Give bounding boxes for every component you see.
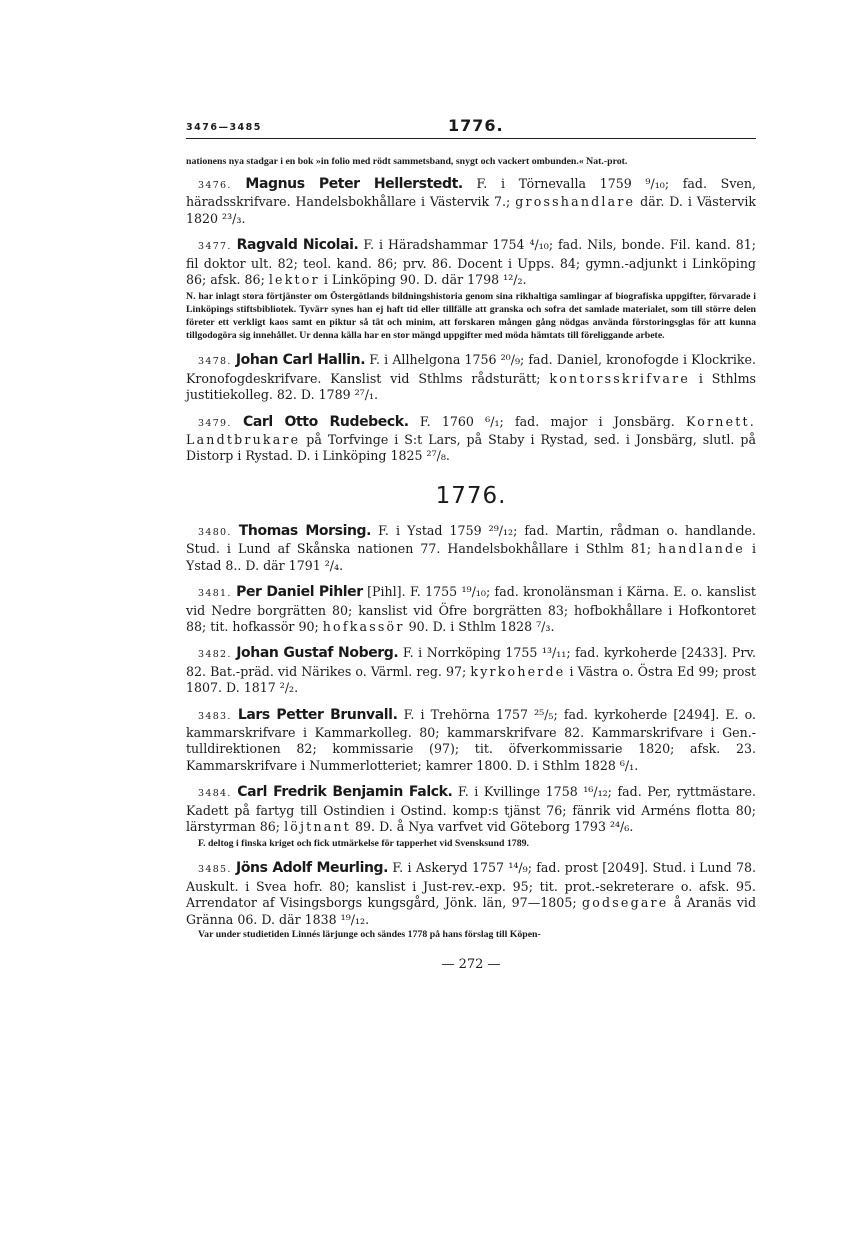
entry-3477 bbox=[186, 237, 756, 288]
note-3485: Var under studietiden Linnés lärjunge och sändes 1778 på hans förslag till Köpen- bbox=[198, 929, 541, 940]
entry-occupation: lektor bbox=[268, 272, 320, 288]
entry-text-end: 90. D. i Sthlm 1828 ⁷/₃. bbox=[404, 618, 555, 634]
entry-name: Per Daniel Pihler bbox=[236, 584, 363, 601]
entry-3478 bbox=[186, 352, 756, 403]
entry-3479 bbox=[186, 414, 756, 465]
entry-text-end: i Västra o. Östra Ed 99; prost 1807. D. 1817 ²/₂. bbox=[186, 663, 756, 696]
entry-3484 bbox=[186, 784, 756, 835]
entry-occupation: kyrkoherde bbox=[470, 663, 566, 679]
entry-name: Johan Carl Hallin. bbox=[235, 352, 366, 369]
entry-number: 3480. bbox=[198, 526, 232, 538]
entry-text: [Pihl]. F. 1755 ¹⁹/₁₀; fad. kronolänsman i Kärna. E. o. kanslist vid Nedre borgrätten 80; kanslist vid Öfre borgrätten 83; hofbokhållare i Hofkontoret 88; tit. hofkassör 90; bbox=[186, 584, 756, 634]
running-header bbox=[186, 116, 756, 139]
entry-text: F. i Kvillinge 1758 ¹⁶/₁₂; fad. Per, ryttmästare. Kadett på fartyg till Ostindien i Ostind. komp:s tjänst 76; fänrik vid Arméns flotta 80; lärstyrman 86; bbox=[186, 784, 756, 834]
entry-3476 bbox=[186, 176, 756, 227]
entry-number: 3478. bbox=[198, 356, 232, 368]
entry-text-end: på Torfvinge i S:t Lars, på Staby i Rystad, sed. i Jonsbärg, slutl. på Distorp i Rystad. D. i Linköping 1825 ²⁷/₈. bbox=[186, 432, 756, 464]
entry-text: F. i Häradshammar 1754 ⁴/₁₀; fad. Nils, bonde. Fil. kand. 81; fil doktor ult. 82; teol. kand. 86; prv. 86. Docent i Upps. 84; gymn.-adjunkt i Linköping 86; afsk. 86; bbox=[186, 237, 756, 288]
entry-3485 bbox=[186, 860, 756, 928]
page-body bbox=[186, 155, 756, 972]
entry-text: F. i Trehörna 1757 ²⁵/₅; fad. kyrkoherde [2494]. E. o. kammarskrifvare i Kammarkolleg. 80; kammarskrifvare 82. Kammarskrifvare i Gen.-tulldirektionen 82; kommissarie (97); tit. öfverkommissarie 1820; afsk. 23. Kammarskrifvare i Nummerlotteriet; kamrer 1800. D. i Sthlm 1828 ⁶/₁. bbox=[186, 706, 756, 773]
entry-name: Johan Gustaf Noberg. bbox=[236, 645, 399, 662]
entry-name: Carl Otto Rudebeck. bbox=[242, 413, 409, 430]
note-3484: F. deltog i finska kriget och fick utmärkelse för tapperhet vid Svensksund 1789. bbox=[198, 838, 529, 850]
entry-name: Magnus Peter Hellerstedt. bbox=[245, 176, 463, 192]
entry-name: Ragvald Nicolai. bbox=[236, 237, 359, 254]
entry-text-end: där. D. i Västervik 1820 ²³/₃. bbox=[186, 194, 756, 226]
entry-text-end: å Aranäs vid Gränna 06. D. där 1838 ¹⁹/₁₂. bbox=[186, 895, 756, 927]
entry-text: F. i Askeryd 1757 ¹⁴/₉; fad. prost [2049]. Stud. i Lund 78. Auskult. i Svea hofr. 80; kanslist i Just-rev.-exp. 95; tit. prot.-sekreterare o. afsk. 95. Arrendator af Visingsborgs kungsgård, Jönk. län, 97—1805; bbox=[186, 860, 756, 911]
entry-number: 3483. bbox=[198, 710, 232, 722]
entry-text: F. i Ystad 1759 ²⁹/₁₂; fad. Martin, rådman o. handlande. Stud. i Lund af Skånska nationen 77. Handelsbokhållare i Sthlm 81; bbox=[186, 522, 756, 557]
entry-occupation: godsegare bbox=[581, 895, 669, 911]
entry-text-end: i Sthlms justitiekolleg. 82. D. 1789 ²⁷/₁. bbox=[186, 370, 756, 403]
entry-3480 bbox=[186, 523, 756, 574]
entry-name: Lars Petter Brunvall. bbox=[237, 706, 398, 723]
entry-text-end: i Linköping 90. D. där 1798 ¹²/₂. bbox=[319, 272, 527, 288]
entry-text: F. i Allhelgona 1756 ²⁰/₉; fad. Daniel, kronofogde i Klockrike. Kronofogdeskrifvare. Kanslist vid Sthlms rådsturätt; bbox=[186, 352, 756, 386]
entry-occupation: löjtnant bbox=[284, 818, 352, 834]
entry-range: 3476—3485 bbox=[186, 122, 262, 133]
entry-occupation: handlande bbox=[658, 541, 745, 557]
entry-occupation: hofkassör bbox=[322, 618, 405, 634]
entry-number: 3484. bbox=[198, 788, 232, 800]
note-3477: N. har inlagt stora förtjänster om Östergötlands bildningshistoria genom sina rikhaltiga samlingar af biografiska uppgifter, förvarade i Linköpings stiftsbibliotek. Tyvärr synes han ej haft tid eller tillfälle att granska och sofra det samlade materialet, som till större delen företer ett verkligt kaos samt en piktur så tät och minim, att forskaren mången gång nödgas använda förstoringsglas för att kunna tillgodogöra sig innehållet. Ur denna källa har en stor mängd uppgifter med möda hämtats till föreliggande arbete. bbox=[186, 291, 756, 342]
entry-number: 3481. bbox=[198, 588, 232, 600]
entry-number: 3477. bbox=[198, 241, 232, 253]
intro-paragraph: nationens nya stadgar i en bok »in folio med rödt sammetsband, snygt och vackert ombunden.« Nat.-prot. bbox=[186, 156, 628, 167]
entry-name: Thomas Morsing. bbox=[238, 522, 372, 539]
entry-number: 3476. bbox=[198, 180, 232, 191]
entry-number: 3479. bbox=[198, 417, 232, 429]
page-number: — 272 — bbox=[441, 957, 501, 972]
section-year: 1776. bbox=[435, 482, 507, 509]
entry-3483 bbox=[186, 707, 756, 775]
entry-text-end: i Ystad 8.. D. där 1791 ²/₄. bbox=[186, 541, 756, 573]
entry-occupation: kontorsskrifvare bbox=[549, 370, 690, 386]
entry-number: 3485. bbox=[198, 864, 232, 876]
entry-occupation: Kornett. Landtbrukare bbox=[186, 413, 756, 448]
page bbox=[186, 116, 756, 972]
entry-text: F. i Norrköping 1755 ¹³/₁₁; fad. kyrkoherde [2433]. Prv. 82. Bat.-präd. vid Närikes o. Värml. reg. 97; bbox=[186, 645, 756, 679]
entry-text: F. i Törnevalla 1759 ⁹/₁₀; fad. Sven, häradsskrifvare. Handelsbokhållare i Västervik 7.; bbox=[186, 176, 756, 210]
entry-number: 3482. bbox=[198, 649, 232, 661]
entry-text-end: 89. D. å Nya varfvet vid Göteborg 1793 ²⁴/₆. bbox=[351, 818, 634, 834]
entry-occupation: grosshandlare bbox=[515, 194, 636, 210]
entry-name: Carl Fredrik Benjamin Falck. bbox=[237, 784, 453, 801]
entry-text: F. 1760 ⁶/₁; fad. major i Jonsbärg. bbox=[408, 413, 687, 429]
entry-name: Jöns Adolf Meurling. bbox=[236, 860, 389, 877]
entry-3482 bbox=[186, 645, 756, 696]
header-year: 1776. bbox=[448, 116, 504, 135]
entry-3481 bbox=[186, 584, 756, 635]
